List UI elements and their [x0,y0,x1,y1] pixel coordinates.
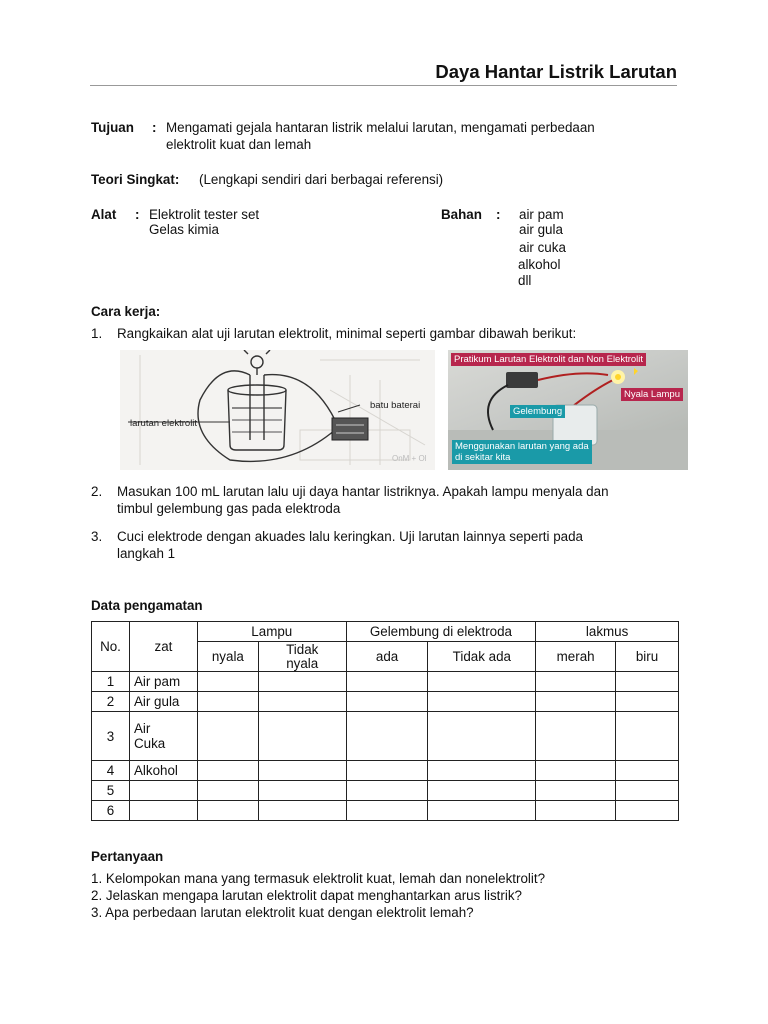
tujuan-label: Tujuan [91,120,134,135]
row-zat: Air gula [129,692,197,712]
cell-ada[interactable] [346,801,428,821]
cell-ada[interactable] [346,781,428,801]
data-heading: Data pengamatan [91,598,203,613]
table-row [92,712,679,761]
header-lakmus: lakmus [536,622,679,642]
header-no: No. [92,622,130,672]
cell-tidak-nyala[interactable] [258,761,346,781]
header-gelembung: Gelembung di elektroda [346,622,536,642]
bubble-caption: Gelembung [510,405,565,418]
cell-tidak-nyala[interactable] [258,801,346,821]
cell-biru[interactable] [616,781,679,801]
cell-merah[interactable] [536,692,616,712]
cell-tidak-nyala[interactable] [258,712,346,761]
table-row [92,692,679,712]
step-text: Rangkaikan alat uji larutan elektrolit, minimal seperti gambar dibawah berikut: [117,326,577,341]
banner-caption: Pratikum Larutan Elektrolit dan Non Elektrolit [451,353,646,366]
title-divider [90,85,677,86]
cell-nyala[interactable] [197,801,258,821]
step-text: timbul gelembung gas pada elektroda [117,501,341,516]
cell-merah[interactable] [536,712,616,761]
page-title: Daya Hantar Listrik Larutan [435,61,677,82]
step-text: Cuci elektrode dengan akuades lalu keringkan. Uji larutan lainnya seperti pada [117,529,583,544]
experiment-photo [448,350,688,470]
bahan-item: dll [518,273,532,288]
row-zat [129,712,197,761]
label-larutan-elektrolit: larutan elektrolit [130,418,198,429]
label-formula: OnM + Ol [392,454,427,463]
bahan-item: air cuka [519,240,566,255]
cell-tidak-nyala[interactable] [258,672,346,692]
bahan-item: alkohol [518,257,561,272]
cell-tidak-ada[interactable] [428,801,536,821]
observation-table [91,621,679,821]
cell-tidak-ada[interactable] [428,712,536,761]
alat-label: Alat [91,207,117,222]
row-zat-line2: Cuka [133,736,166,751]
alat-item: Gelas kimia [149,222,219,237]
header-row [92,622,679,642]
step-text: langkah 1 [117,546,176,561]
table-row [92,761,679,781]
cell-ada[interactable] [346,761,428,781]
row-number: 1 [92,672,130,692]
header-merah: merah [536,642,616,672]
tujuan-colon: : [152,120,157,135]
cell-tidak-nyala[interactable] [258,692,346,712]
cell-merah[interactable] [536,781,616,801]
step-number: 3. [91,529,103,544]
cell-biru[interactable] [616,672,679,692]
cara-kerja-heading: Cara kerja: [91,304,161,319]
cell-tidak-ada[interactable] [428,781,536,801]
cell-merah[interactable] [536,761,616,781]
step-number: 1. [91,326,103,341]
cell-ada[interactable] [346,712,428,761]
cell-tidak-ada[interactable] [428,672,536,692]
row-number: 5 [92,781,130,801]
teori-label: Teori Singkat: [91,172,180,187]
cell-nyala[interactable] [197,761,258,781]
cell-ada[interactable] [346,672,428,692]
label-batu-baterai: batu baterai [370,400,421,411]
header-biru: biru [616,642,679,672]
question-item: 2. Jelaskan mengapa larutan elektrolit dapat menghantarkan arus listrik? [91,888,522,903]
row-number: 4 [92,761,130,781]
table-row [92,781,679,801]
bottom-caption [452,440,592,464]
cell-biru[interactable] [616,761,679,781]
bahan-colon: : [496,207,501,222]
cell-biru[interactable] [616,801,679,821]
header-tidak-nyala-line2: nyala [286,655,319,671]
table-row [92,672,679,692]
header-tidak-nyala [258,642,346,672]
lamp-caption: Nyala Lampu [621,388,683,401]
cell-biru[interactable] [616,712,679,761]
row-zat[interactable] [129,781,197,801]
header-ada: ada [346,642,428,672]
pertanyaan-heading: Pertanyaan [91,849,164,864]
cell-ada[interactable] [346,692,428,712]
cell-nyala[interactable] [197,672,258,692]
cell-tidak-nyala[interactable] [258,781,346,801]
bahan-item: air pam [519,207,564,222]
step-number: 2. [91,484,103,499]
step-text: Masukan 100 mL larutan lalu uji daya hantar listriknya. Apakah lampu menyala dan [117,484,609,499]
bahan-item: air gula [519,222,563,237]
header-nyala: nyala [197,642,258,672]
cell-nyala[interactable] [197,781,258,801]
cell-nyala[interactable] [197,692,258,712]
tujuan-text-line2: elektrolit kuat dan lemah [166,137,312,152]
row-number: 3 [92,712,130,761]
cell-tidak-ada[interactable] [428,692,536,712]
bahan-label: Bahan [441,207,482,222]
apparatus-sketch-image [120,350,435,470]
question-item: 3. Apa perbedaan larutan elektrolit kuat dengan elektrolit lemah? [91,905,474,920]
question-item: 1. Kelompokan mana yang termasuk elektrolit kuat, lemah dan nonelektrolit? [91,871,546,886]
row-zat: Alkohol [129,761,197,781]
header-tidak-nyala-line1: Tidak [286,641,319,657]
cell-tidak-ada[interactable] [428,761,536,781]
alat-item: Elektrolit tester set [149,207,260,222]
alat-colon: : [135,207,140,222]
cell-nyala[interactable] [197,712,258,761]
cell-merah[interactable] [536,672,616,692]
row-number: 6 [92,801,130,821]
teori-text: (Lengkapi sendiri dari berbagai referensi) [199,172,444,187]
header-zat: zat [129,622,197,672]
cell-merah[interactable] [536,801,616,821]
row-zat-line1: Air [133,721,151,736]
cell-biru[interactable] [616,692,679,712]
bottom-caption-line1: Menggunakan larutan yang ada [455,441,589,452]
header-lampu: Lampu [197,622,346,642]
row-zat: Air pam [129,672,197,692]
row-number: 2 [92,692,130,712]
row-zat[interactable] [129,801,197,821]
table-row [92,801,679,821]
bottom-caption-line2: di sekitar kita [455,452,511,463]
header-tidak-ada: Tidak ada [428,642,536,672]
tujuan-text-line1: Mengamati gejala hantaran listrik melalui larutan, mengamati perbedaan [166,120,595,135]
